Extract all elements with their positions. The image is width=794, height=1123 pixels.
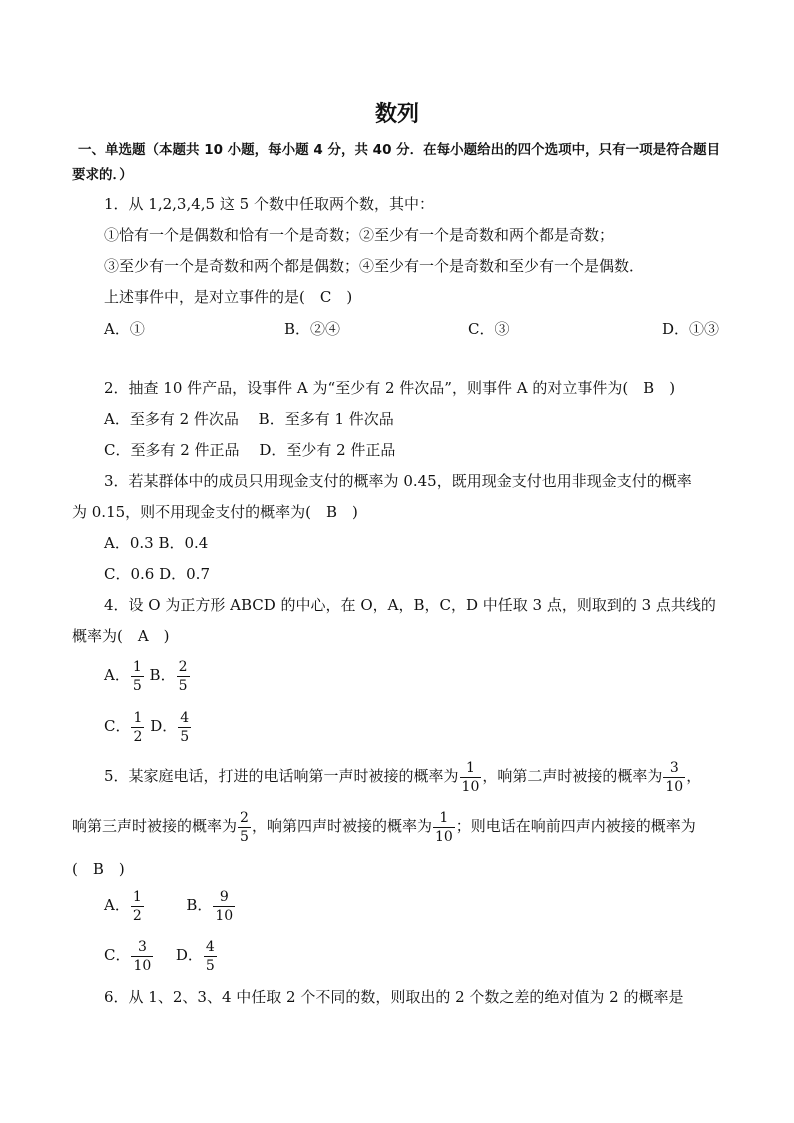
q5-answer: ( B ) xyxy=(72,860,125,878)
q5-option-a-numerator: 1 xyxy=(132,888,142,905)
q4-options-cd xyxy=(104,706,192,746)
q5-options-ab xyxy=(104,885,236,925)
q5-fraction-4-denominator: 10 xyxy=(434,828,453,845)
q5-fraction-3 xyxy=(238,811,251,844)
q1-option-b: B．②④ xyxy=(284,320,341,338)
q5-option-a-fraction xyxy=(131,890,144,923)
q5-option-b-numerator: 9 xyxy=(219,888,229,905)
q5-text-6: ；则电话在响前四声内被接的概率为 xyxy=(455,817,696,835)
q4-option-b-label: B． xyxy=(149,666,176,684)
q5-option-b-denominator: 10 xyxy=(215,907,234,924)
q5-fraction-1-denominator: 10 xyxy=(461,778,480,795)
q4-option-a-label: A． xyxy=(104,666,130,684)
q6-line1: 6．从 1、2、3、4 中任取 2 个不同的数，则取出的 2 个数之差的绝对值为 2 的概率是 xyxy=(104,988,684,1006)
q1-line3: ③至少有一个是奇数和两个都是偶数；④至少有一个是奇数和至少有一个是偶数． xyxy=(104,257,645,275)
q5-option-c-denominator: 10 xyxy=(133,957,152,974)
q5-fraction-1 xyxy=(460,761,482,794)
q1-stem: 1．从 1,2,3,4,5 这 5 个数中任取两个数，其中： xyxy=(104,195,434,213)
q2-stem: 2．抽查 10 件产品，设事件 A 为“至少有 2 件次品”，则事件 A 的对立事件为( B ) xyxy=(104,379,676,397)
q1-option-c: C．③ xyxy=(468,320,510,338)
q5-line1 xyxy=(104,756,701,796)
q1-option-a: A．① xyxy=(104,320,145,338)
q5-option-c-numerator: 3 xyxy=(137,938,147,955)
q5-fraction-1-numerator: 1 xyxy=(466,759,475,776)
q5-fraction-2-denominator: 10 xyxy=(665,778,684,795)
q5-text-3: ， xyxy=(686,767,702,785)
q4-option-c-fraction xyxy=(131,711,144,744)
q1-line2: ①恰有一个是偶数和恰有一个是奇数；②至少有一个是奇数和两个都是奇数； xyxy=(104,226,615,244)
q4-option-a-fraction xyxy=(131,660,144,693)
q3-line1: 3．若某群体中的成员只用现金支付的概率为 0.45，既用现金支付也用非现金支付的概率 xyxy=(104,472,692,490)
q5-option-d-denominator: 5 xyxy=(205,957,215,974)
q4-line1: 4．设 O 为正方形 ABCD 的中心，在 O，A，B，C，D 中任取 3 点，则取到的 3 点共线的 xyxy=(104,596,716,614)
q4-option-c-denominator: 2 xyxy=(133,728,143,745)
q5-option-d-fraction xyxy=(204,940,217,973)
q5-option-b-fraction xyxy=(213,890,235,923)
q4-option-d-fraction xyxy=(178,711,191,744)
q5-fraction-2 xyxy=(663,761,685,794)
q4-option-a-denominator: 5 xyxy=(132,677,142,694)
q5-option-d-label: D． xyxy=(175,946,203,964)
q4-option-b-fraction xyxy=(177,660,190,693)
q5-text-1: 5．某家庭电话，打进的电话响第一声时被接的概率为 xyxy=(104,767,459,785)
q5-option-c-label: C． xyxy=(104,946,131,964)
q4-line2: 概率为( A ) xyxy=(72,627,170,645)
q2-options-ab: A．至多有 2 件次品 B．至多有 1 件次品 xyxy=(104,410,394,428)
q3-line2: 为 0.15，则不用现金支付的概率为( B ) xyxy=(72,503,358,521)
q4-option-d-denominator: 5 xyxy=(180,728,190,745)
q5-fraction-2-numerator: 3 xyxy=(669,759,679,776)
q1-line4: 上述事件中，是对立事件的是( C ) xyxy=(104,288,353,306)
q4-option-d-label: D． xyxy=(150,717,178,735)
q5-line2 xyxy=(72,806,696,846)
section-header-cont: 要求的．） xyxy=(72,167,133,183)
q5-text-2: ，响第二声时被接的概率为 xyxy=(482,767,663,785)
q5-fraction-3-numerator: 2 xyxy=(240,809,249,826)
q5-fraction-3-denominator: 5 xyxy=(240,828,249,845)
q5-text-5: ，响第四声时被接的概率为 xyxy=(251,817,432,835)
section-header: 一、单选题（本题共 10 小题，每小题 4 分，共 40 分．在每小题给出的四个选项中，只有一项是符合题目 xyxy=(78,142,721,158)
q4-option-b-denominator: 5 xyxy=(178,677,188,694)
q5-option-a-denominator: 2 xyxy=(132,907,142,924)
q2-options-cd: C．至多有 2 件正品 D．至少有 2 件正品 xyxy=(104,441,396,459)
q5-option-c-fraction xyxy=(131,940,153,973)
q4-option-c-label: C． xyxy=(104,717,131,735)
q4-option-a-numerator: 1 xyxy=(132,658,142,675)
q3-options-ab: A．0.3 B．0.4 xyxy=(104,534,209,552)
q4-option-b-numerator: 2 xyxy=(178,658,188,675)
q1-option-d: D．①③ xyxy=(662,320,720,338)
q5-fraction-4-numerator: 1 xyxy=(439,809,449,826)
q5-fraction-4 xyxy=(433,811,455,844)
q5-option-a-label: A． xyxy=(104,896,130,914)
q4-option-c-numerator: 1 xyxy=(133,709,143,726)
q4-options-ab xyxy=(104,655,191,695)
q5-options-cd xyxy=(104,935,218,975)
page-title: 数列 xyxy=(374,102,419,127)
q4-option-d-numerator: 4 xyxy=(180,709,190,726)
q3-options-cd: C．0.6 D．0.7 xyxy=(104,565,210,583)
q5-option-d-numerator: 4 xyxy=(205,938,215,955)
q5-option-b-label: B． xyxy=(186,896,213,914)
q5-text-4: 响第三声时被接的概率为 xyxy=(72,817,238,835)
